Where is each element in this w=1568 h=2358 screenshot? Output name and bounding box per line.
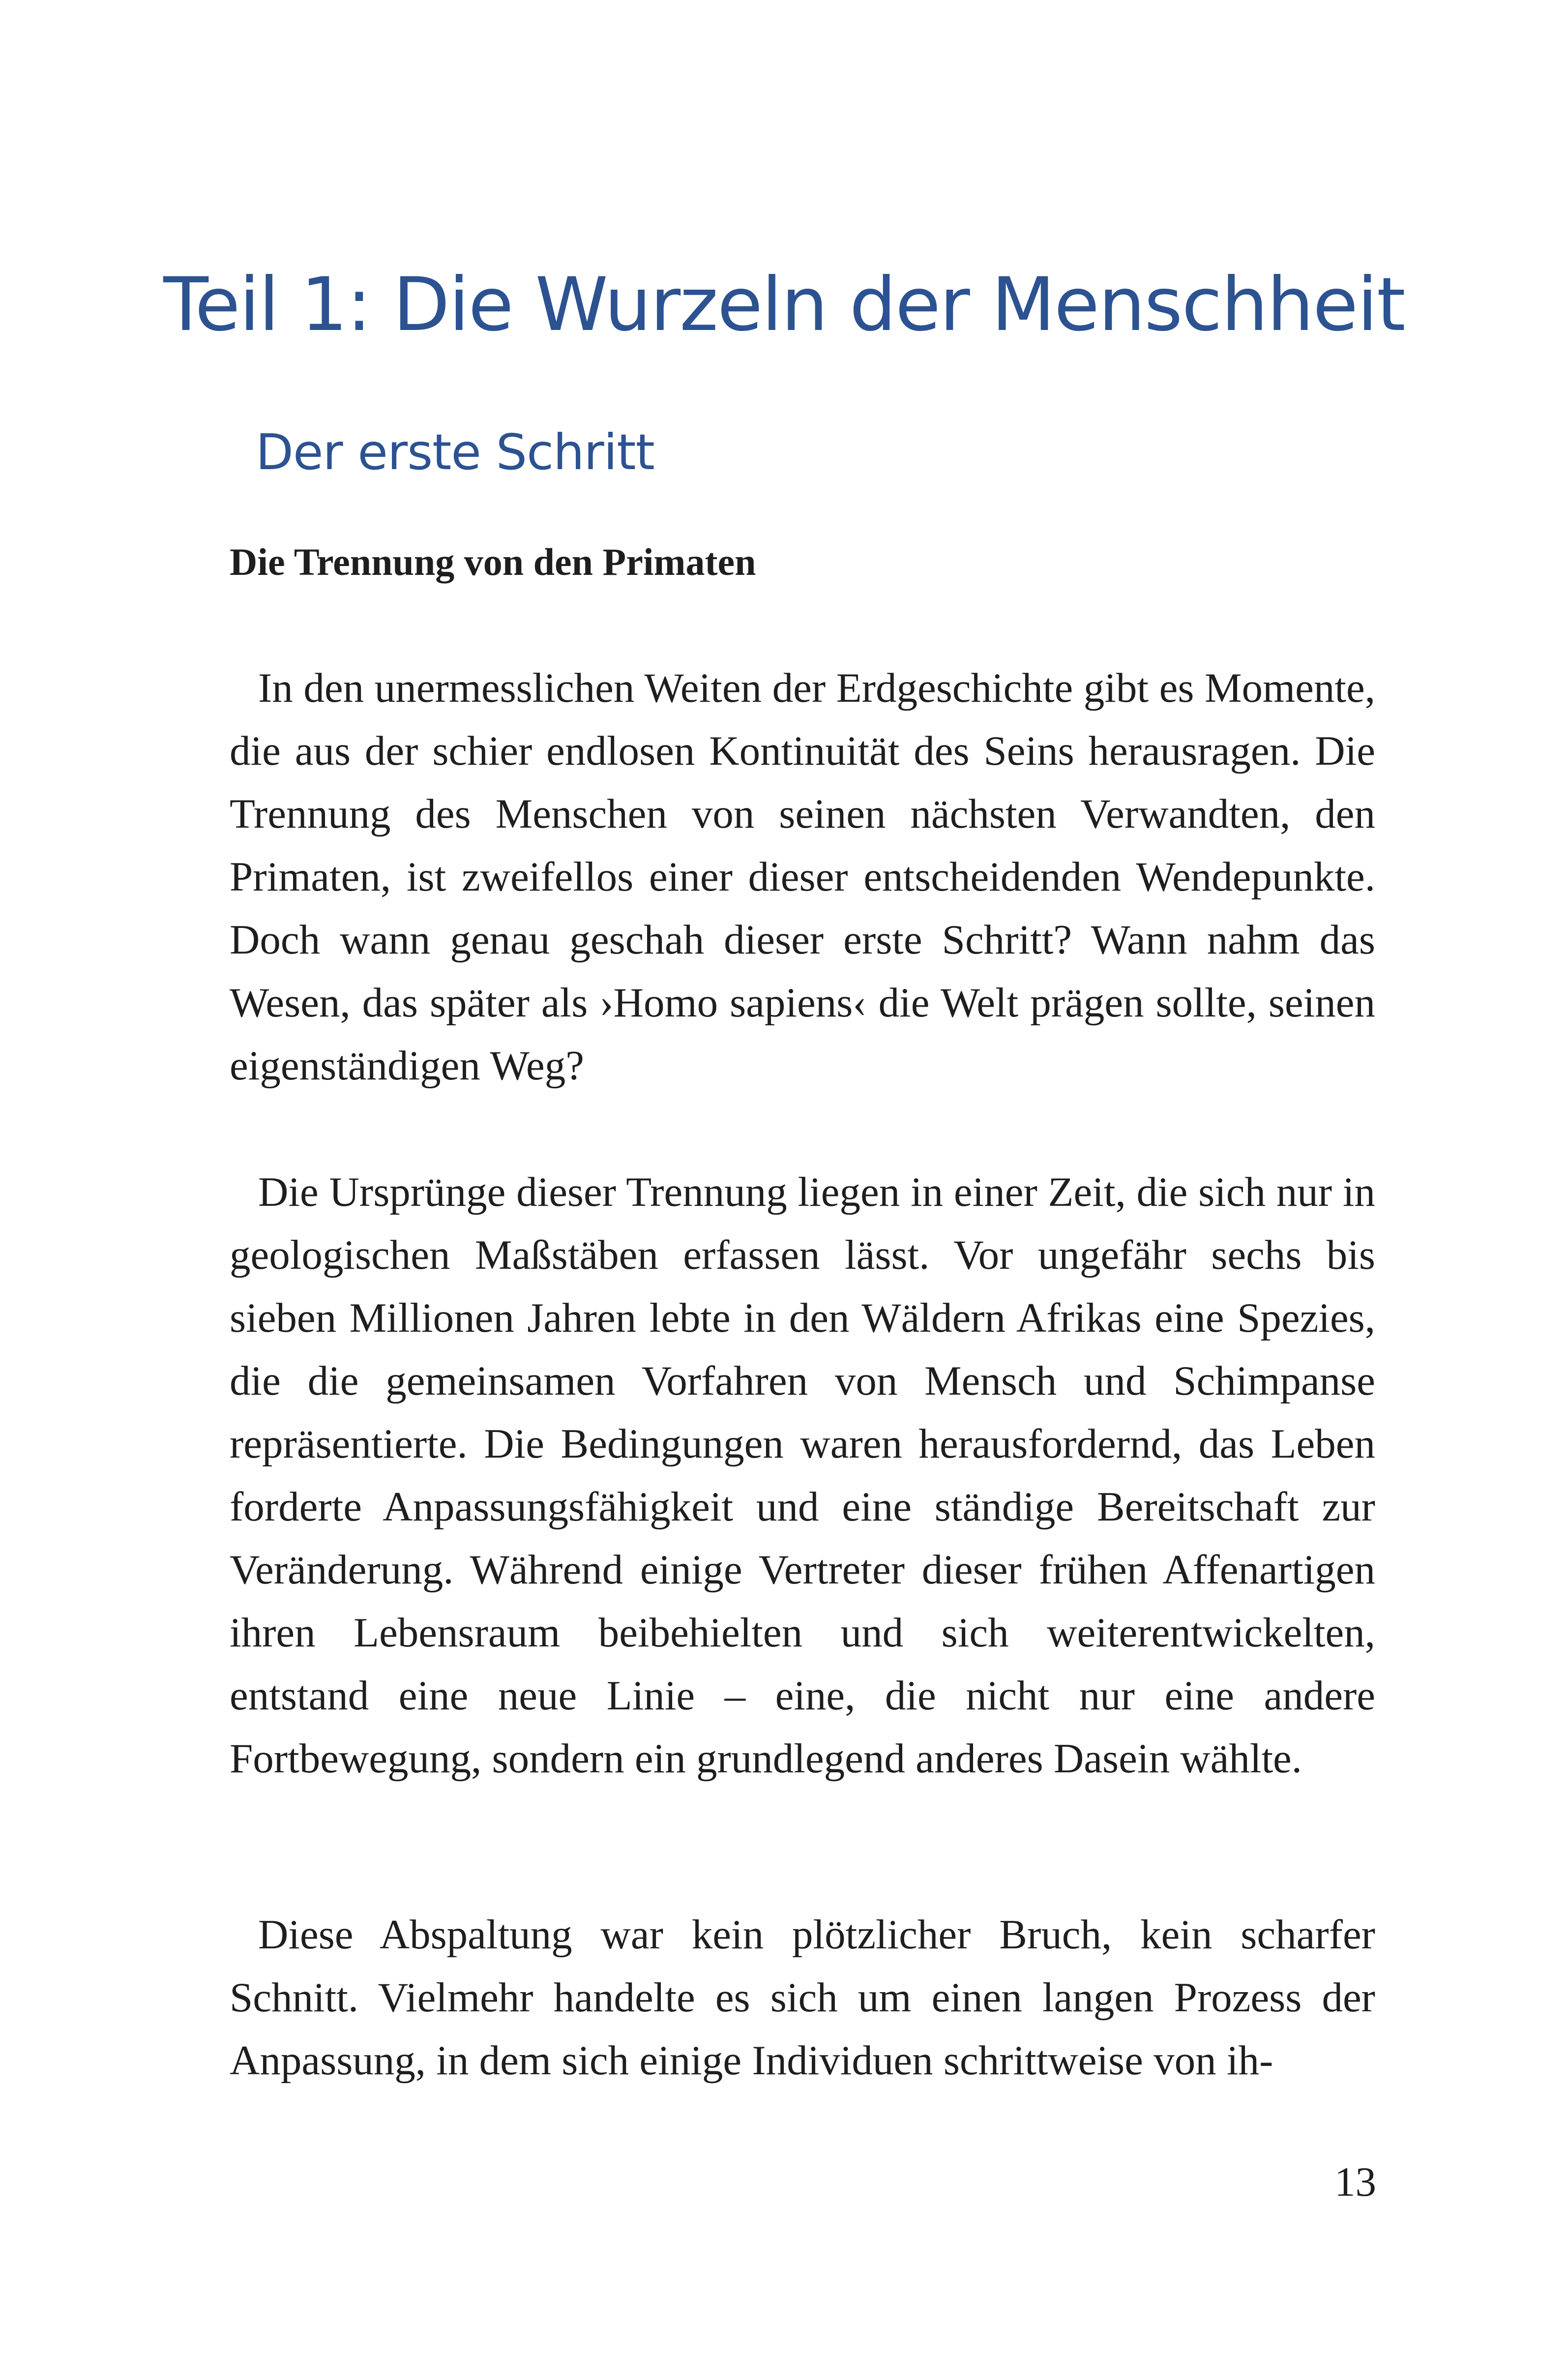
body-paragraph-2: Die Ursprünge dieser Trennung liegen in einer Zeit, die sich nur in geologischen Maßstäben erfassen lässt. Vor ungefähr sechs bis sieben Millionen Jahren lebte in den Wäldern Afrikas eine Spezies, die die gemeinsamen Vorfahren von Mensch und Schimpanse repräsentierte. Die Bedingungen waren herausfordernd, das Leben forderte Anpassungsfähigkeit und eine ständige Bereitschaft zur Veränderung. Während einige Vertreter dieser frühen Affenartigen ihren Lebensraum beibehielten und sich weiterentwickelten, entstand eine neue Linie – eine, die nicht nur eine andere Fortbewegung, sondern ein grundlegend anderes Dasein wählte. <box>230 1169 1375 1782</box>
body-paragraph-3: Diese Abspaltung war kein plötzlicher Bruch, kein scharfer Schnitt. Vielmehr handelte es sich um einen langen Prozess der Anpassung, in dem sich einige Individuen schrittweise von ih- <box>230 1911 1375 2084</box>
chapter-title: Der erste Schritt <box>256 423 654 481</box>
page-number: 13 <box>1334 2159 1376 2205</box>
body-paragraph-1: In den unermesslichen Weiten der Erdgeschichte gibt es Momente, die aus der schier endlosen Kontinuität des Seins herausragen. Die Trennung des Menschen von seinen nächsten Verwandten, den Primaten, ist zweifellos einer dieser entscheidenden Wendepunkte. Doch wann genau geschah dieser erste Schritt? Wann nahm das Wesen, das später als ›Homo sapiens‹ die Welt prägen sollte, seinen eigenständigen Weg? <box>230 665 1375 1089</box>
part-title: Teil 1: Die Wurzeln der Menschheit <box>163 262 1405 348</box>
section-heading: Die Trennung von den Primaten <box>230 540 756 583</box>
